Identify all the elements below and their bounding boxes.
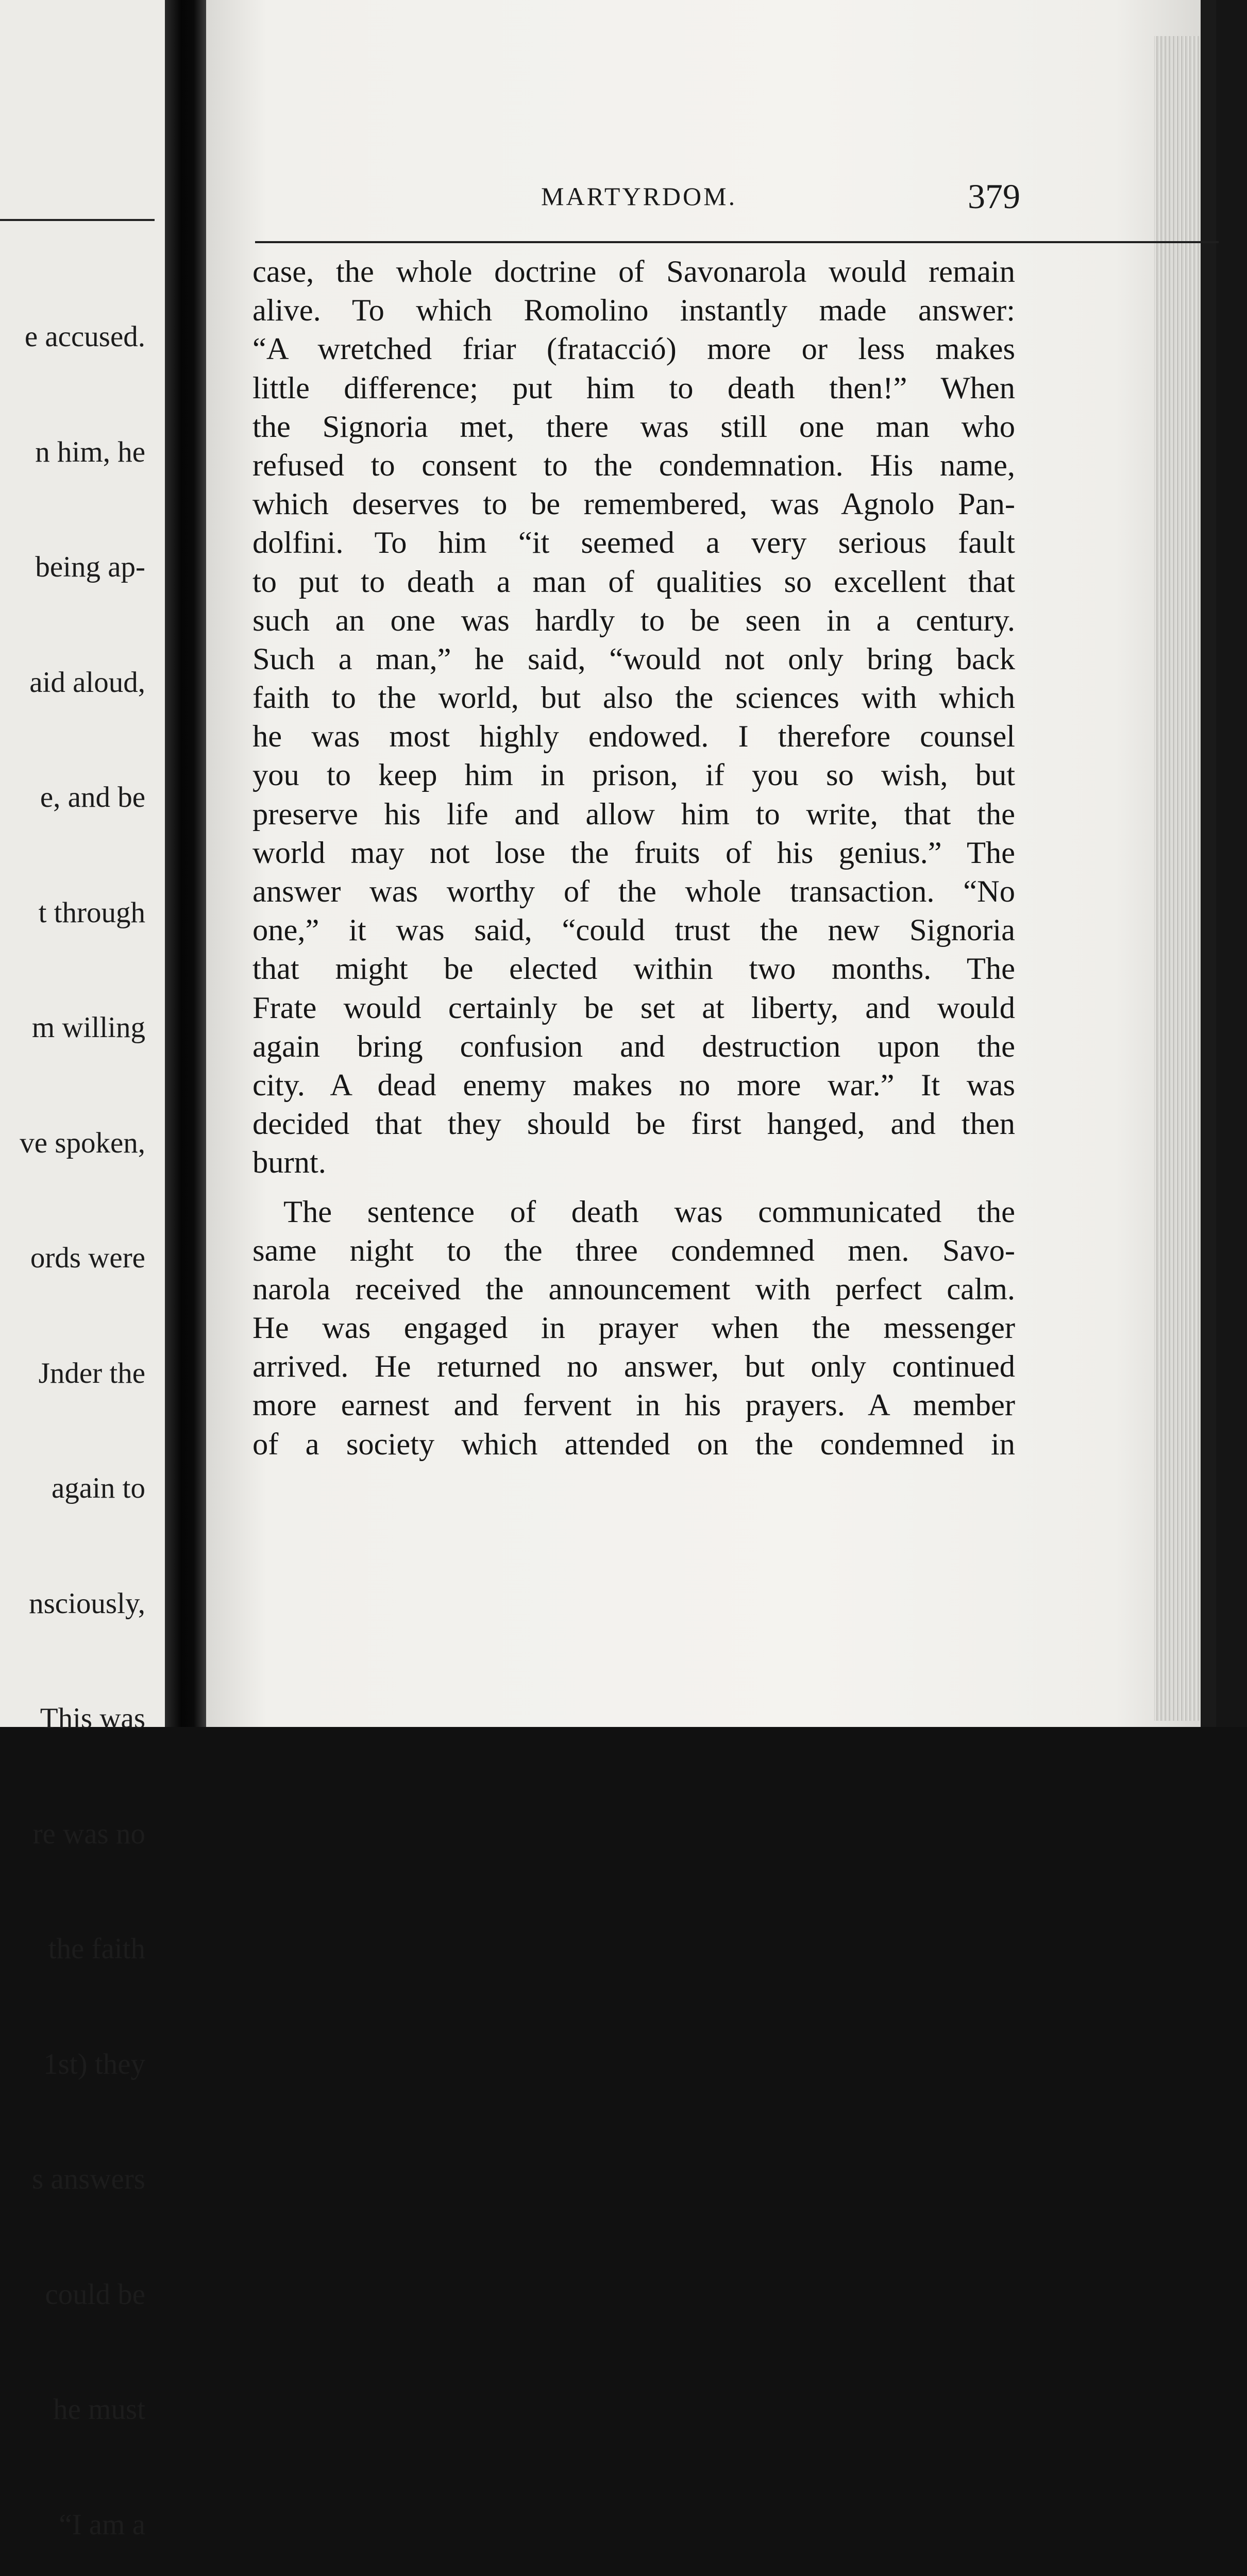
text-line: faith to the world, but also the sciences with which [252, 681, 1015, 716]
text-line: again bring confusion and destruction upon the [252, 1029, 1015, 1064]
left-line: Jnder the [38, 1357, 145, 1389]
text-line: “A wretched friar (fratacció) more or less makes [252, 332, 1015, 367]
left-line: the faith [41, 1933, 145, 1965]
page-header [340, 177, 1020, 223]
text-line: dolfini. To him “it seemed a very serious fault [252, 526, 1015, 561]
body-text [252, 252, 1015, 1464]
left-line: t through [38, 896, 145, 929]
text-line: same night to the three condemned men. Savo- [252, 1233, 1015, 1268]
left-line: s answers [31, 2163, 145, 2195]
text-line: you to keep him in prison, if you so wish, but [252, 758, 1015, 793]
left-page-text [20, 241, 145, 2576]
left-line: being ap- [28, 551, 145, 583]
header-rule [255, 241, 1219, 243]
left-line: ve spoken, [20, 1126, 145, 1159]
left-line: ords were [30, 1242, 145, 1274]
text-line: The sentence of death was communicated the [283, 1194, 1015, 1229]
left-line: e, and be [40, 781, 145, 814]
text-line: Frate would certainly be set at liberty, and would [252, 990, 1015, 1025]
left-line: aid aloud, [29, 666, 145, 699]
text-line: decided that they should be first hanged, and then [252, 1107, 1015, 1142]
left-line: re was no [32, 1817, 145, 1850]
left-line: n him, he [35, 435, 145, 468]
text-line: such an one was hardly to be seen in a century. [252, 603, 1015, 638]
page-edges [1154, 36, 1201, 1721]
text-line: of a society which attended on the condemned in [252, 1427, 1015, 1462]
text-line: city. A dead enemy makes no more war.” It was [252, 1067, 1015, 1103]
text-line: Such a man,” he said, “would not only bring back [252, 641, 1015, 676]
text-line: alive. To which Romolino instantly made answer: [252, 293, 1015, 328]
text-line: the Signoria met, there was still one man who [252, 409, 1015, 444]
scan-edge [1201, 0, 1216, 1727]
text-line: one,” it was said, “could trust the new Signoria [252, 913, 1015, 948]
text-line: preserve his life and allow him to write, that the [252, 796, 1015, 832]
book-gutter [165, 0, 206, 1727]
text-line: refused to consent to the condemnation. His name, [252, 448, 1015, 483]
text-line: to put to death a man of qualities so excellent that [252, 564, 1015, 599]
left-line: m willing [31, 1011, 145, 1044]
text-line: he was most highly endowed. I therefore counsel [252, 719, 1015, 754]
left-line: This was [33, 1702, 145, 1735]
text-line: burnt. [252, 1145, 326, 1180]
text-line: that might be elected within two months. The [252, 952, 1015, 987]
text-line: more earnest and fervent in his prayers. A member [252, 1388, 1015, 1423]
text-line: which deserves to be remembered, was Agnolo Pan- [252, 487, 1015, 522]
left-line: “I am a [59, 2508, 145, 2541]
text-line: narola received the announcement with perfect calm. [252, 1272, 1015, 1307]
left-line: again to [44, 1472, 145, 1504]
text-line: He was engaged in prayer when the messenger [252, 1311, 1015, 1346]
text-line: answer was worthy of the whole transaction. “No [252, 874, 1015, 909]
left-line: e accused. [24, 320, 145, 353]
left-header-rule [0, 219, 155, 221]
right-page [206, 0, 1216, 1727]
left-line: nsciously, [29, 1587, 145, 1620]
text-line: world may not lose the fruits of his genius.” The [252, 835, 1015, 870]
running-head: MARTYRDOM. [541, 182, 737, 211]
text-line: arrived. He returned no answer, but only continued [252, 1349, 1015, 1384]
left-line: could be [38, 2278, 145, 2311]
left-facing-page [0, 0, 165, 2541]
text-line: case, the whole doctrine of Savonarola would remain [252, 255, 1015, 289]
text-line: little difference; put him to death then!” When [252, 370, 1015, 405]
left-line: 1st) they [43, 2047, 145, 2080]
page-number: 379 [968, 177, 1020, 216]
left-line: he must [45, 2393, 145, 2426]
